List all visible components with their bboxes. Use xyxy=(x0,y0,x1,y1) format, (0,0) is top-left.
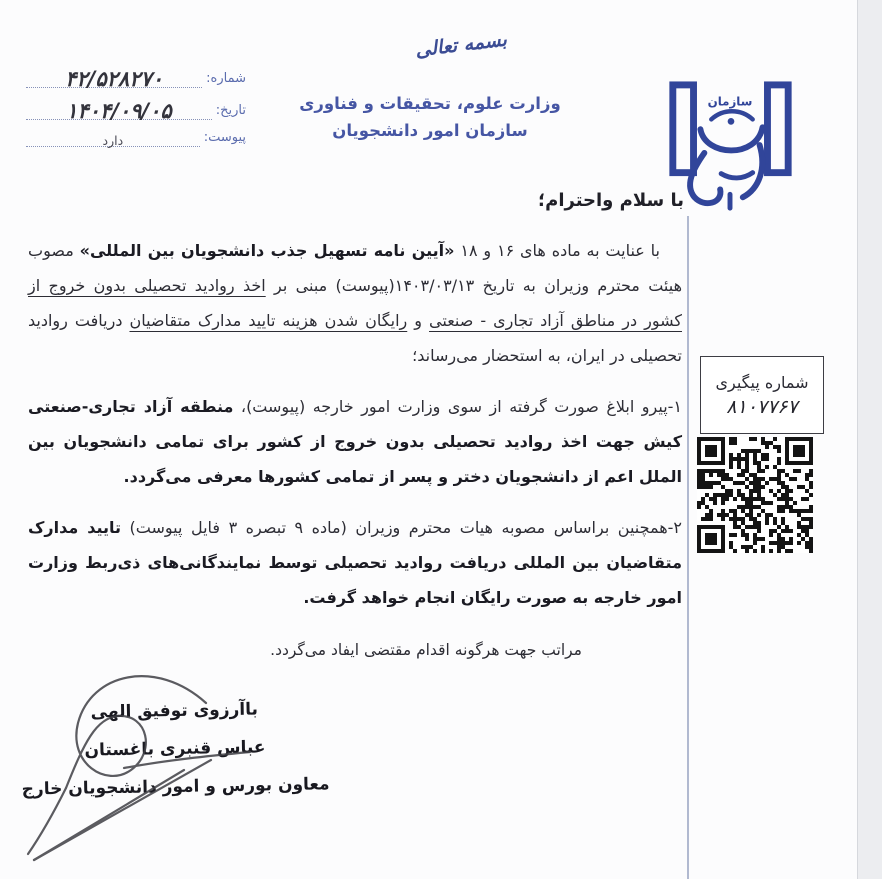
qr-code xyxy=(697,437,813,553)
closing-line: مراتب جهت هرگونه اقدام مقتضی ایفاد می‌گردد. xyxy=(270,641,582,659)
tracking-number-label: شماره پیگیری xyxy=(715,372,809,392)
signature-blessing: باآرزوی توفیق الهی xyxy=(90,699,259,723)
paragraph-intro: با عنایت به ماده های ۱۶ و ۱۸ «آیین نامه تسهیل جذب دانشجویان بین المللی» مصوب هیئت محترم وزیران به تاریخ ۱۴۰۳/۰۳/۱۳(پیوست) مبنی بر اخذ روادید تحصیلی بدون خروج از کشور در مناطق آزاد تجاری - صنعتی و رایگان شدن هزینه تایید مدارک متقاضیان دریافت روادید تحصیلی در ایران، به استحضار می‌رساند؛ xyxy=(28,241,683,365)
attachment-label: پیوست: xyxy=(203,130,246,145)
besmellah-calligraphy: بسمه تعالی xyxy=(414,28,508,62)
attachment-value: دارد xyxy=(102,133,124,148)
number-value: ۴۲/۵۲۸۲۷۰ xyxy=(65,67,164,91)
signature-block xyxy=(13,689,337,809)
organization-name: سازمان امور دانشجویان xyxy=(332,121,528,140)
date-value: ۱۴۰۴/۰۹/۰۵ xyxy=(66,99,172,123)
letter-attachment-row xyxy=(26,130,246,147)
tracking-number-box xyxy=(700,356,824,434)
paragraph-item-1: ۱-پیرو ابلاغ صورت گرفته از سوی وزارت امور خارجه (پیوست)، منطقه آزاد تجاری-صنعتی کیش جهت اخذ روادید تحصیلی بدون خروج از کشور برای تمامی دانشجویان بین الملل اعم از دانشجویان دختر و پسر از تمامی کشورها معرفی می‌گردد. xyxy=(28,397,683,486)
attachment-dotted-line xyxy=(26,130,200,147)
date-label: تاریخ: xyxy=(215,103,246,118)
tracking-number-value: ۸۱۰۷۷۶۷ xyxy=(726,395,798,418)
ministry-name: وزارت علوم، تحقیقات و فناوری xyxy=(299,94,561,113)
letter-meta xyxy=(26,66,246,157)
number-label: شماره: xyxy=(206,71,246,86)
signatory-title: معاون بورس و امور دانشجویان خارج xyxy=(21,774,330,800)
number-dotted-line xyxy=(26,66,202,91)
scan-page-edge xyxy=(857,0,882,879)
letter-date-row xyxy=(26,98,246,123)
paragraph-item-2: ۲-همچنین براساس مصوبه هیات محترم وزیران (ماده ۹ تبصره ۳ فایل پیوست) تایید مدارک متقاضیان بین المللی دریافت روادید تحصیلی توسط نمایندگانی‌های ذی‌ربط وزارت امور خارجه به صورت رایگان انجام خواهد گرفت. xyxy=(28,518,683,607)
date-dotted-line xyxy=(26,98,212,123)
logo-inner-word: سازمان xyxy=(707,94,753,109)
letter-number-row xyxy=(26,66,246,91)
greeting-line: با سلام واحترام؛ xyxy=(537,190,684,211)
signatory-name: عباس قنبری باغستان xyxy=(84,737,266,761)
margin-divider-line xyxy=(687,216,689,879)
letterhead xyxy=(270,90,590,144)
letter-body xyxy=(28,233,682,668)
